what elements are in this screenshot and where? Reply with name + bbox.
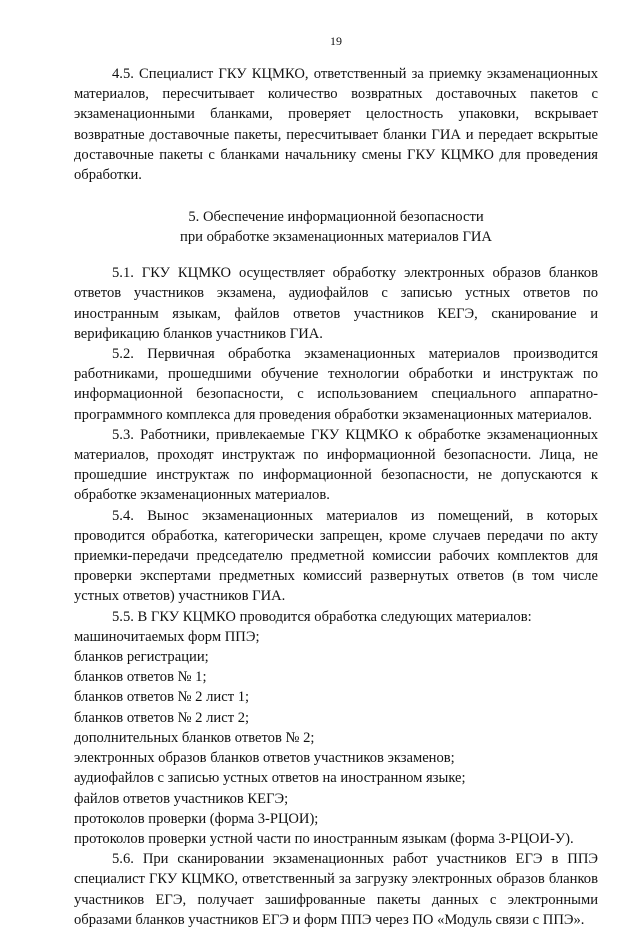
- paragraph-5-3: 5.3. Работники, привлекаемые ГКУ КЦМКО к обработке экзаменационных материалов, проходят инструктаж по информационной безопасности. Лица, не прошедшие инструктаж по информационной безопасности, не допускаются к обработке экзаменационных материалов.: [74, 426, 598, 504]
- list-item: электронных образов бланков ответов участников экзаменов;: [74, 750, 455, 767]
- paragraph-5-4: 5.4. Вынос экзаменационных материалов из помещений, в которых проводится обработка, категорически запрещен, кроме случаев передачи по акту приемки-передачи председателю предметной комиссии рабочих комплектов для проверки экспертами предметных комиссий развернутых ответов (в том числе устных ответов) участников ГИА.: [74, 507, 598, 605]
- section-heading-line-2: при обработке экзаменационных материалов ГИА: [180, 229, 492, 246]
- section-heading-line-1: 5. Обеспечение информационной безопасности: [188, 209, 484, 226]
- list-item: бланков регистрации;: [74, 649, 209, 666]
- paragraph-5-2: 5.2. Первичная обработка экзаменационных материалов производится работниками, прошедшими обучение технологии обработки и инструктаж по информационной безопасности, с использованием специального аппаратно-программного комплекса для проведения обработки экзаменационных материалов.: [74, 346, 598, 423]
- list-item: файлов ответов участников КЕГЭ;: [74, 790, 289, 807]
- list-item: дополнительных бланков ответов № 2;: [74, 729, 315, 746]
- page-number: 19: [330, 34, 342, 48]
- list-item: аудиофайлов с записью устных ответов на иностранном языке;: [74, 770, 466, 787]
- list-item: протоколов проверки устной части по иностранным языкам (форма 3-РЦОИ-У).: [74, 830, 574, 847]
- paragraph-4-5: 4.5. Специалист ГКУ КЦМКО, ответственный за приемку экзаменационных материалов, пересчитывает количество возвратных доставочных пакетов с экзаменационными бланками, проверяет целостность упаковки, вскрывает возвратные доставочные пакеты, пересчитывает бланки ГИА и передает вскрытые доставочные пакеты с бланками начальнику смены ГКУ КЦМКО для проведения обработки.: [74, 66, 598, 184]
- list-item: бланков ответов № 2 лист 2;: [74, 709, 250, 726]
- document-page: [74, 34, 598, 930]
- list-item: бланков ответов № 2 лист 1;: [74, 689, 250, 706]
- paragraph-5-5: 5.5. В ГКУ КЦМКО проводится обработка следующих материалов:: [112, 608, 532, 625]
- section-heading: [74, 207, 598, 247]
- materials-list: [74, 627, 598, 849]
- paragraph-5-1: 5.1. ГКУ КЦМКО осуществляет обработку электронных образов бланков ответов участников экзамена, аудиофайлов с записью устных ответов по иностранным языкам, файлов ответов участников КЕГЭ, сканирование и верификацию бланков участников ГИА.: [74, 265, 598, 342]
- paragraph-5-6: 5.6. При сканировании экзаменационных работ участников ЕГЭ в ППЭ специалист ГКУ КЦМКО, ответственный за загрузку электронных образов бланков участников ЕГЭ, получает зашифрованные пакеты данных с электронными образами бланков участников ЕГЭ и форм ППЭ через ПО «Модуль связи с ППЭ».: [74, 851, 598, 928]
- list-item: бланков ответов № 1;: [74, 669, 207, 686]
- list-item: машиночитаемых форм ППЭ;: [74, 628, 260, 645]
- list-item: протоколов проверки (форма 3-РЦОИ);: [74, 810, 319, 827]
